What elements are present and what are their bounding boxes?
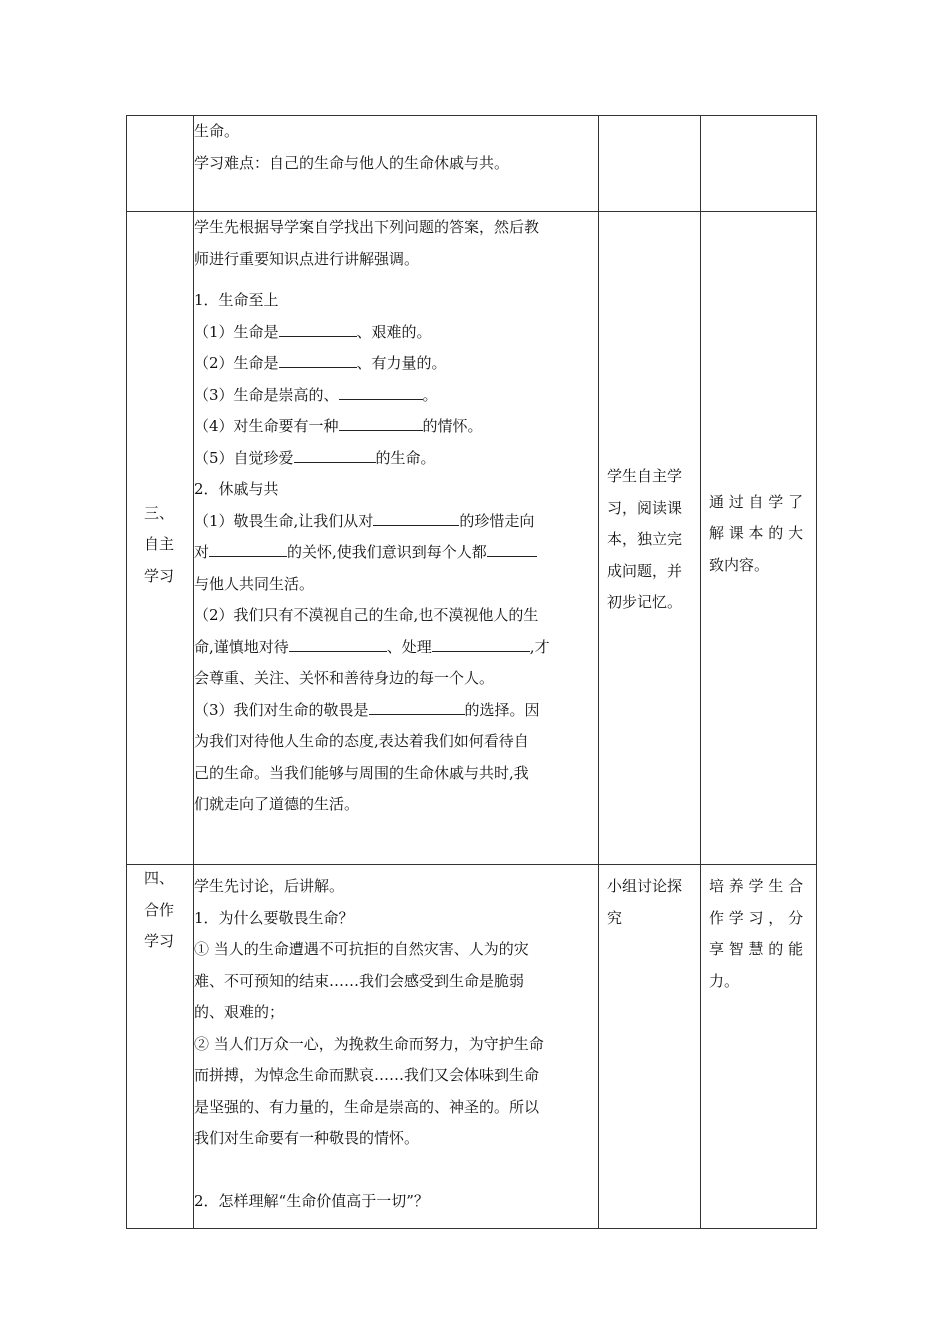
answer-blank[interactable] (294, 445, 376, 463)
stage-label: 合作 (144, 900, 175, 919)
paragraph-line: 难、不可预知的结束……我们会感受到生命是脆弱 (194, 971, 525, 990)
fill-item: 命,谨慎地对待 、处理 ,才 (194, 632, 598, 664)
section-title: 2．休戚与共 (194, 480, 279, 498)
paragraph-line: 为我们对待他人生命的态度,表达着我们如何看待自 (194, 732, 529, 750)
answer-blank[interactable] (339, 413, 423, 431)
answer-blank[interactable] (279, 350, 357, 368)
answer-blank[interactable] (373, 508, 459, 526)
stage-label: 自主 (144, 535, 175, 554)
student-activity-line: 学生自主学 (607, 467, 683, 486)
purpose-line: 享 智 慧 的 能 (709, 940, 804, 958)
student-activity-line: 究 (607, 908, 623, 927)
intro-line: 师进行重要知识点进行讲解强调。 (194, 249, 420, 268)
difficulty-line: 学习难点：自己的生命与他人的生命休戚与共。 (194, 153, 510, 172)
table-row-continuation (127, 116, 817, 212)
stage-cell (127, 212, 194, 865)
student-activity-line: 习，阅读课 (607, 498, 683, 517)
purpose-line: 致内容。 (709, 555, 770, 574)
answer-blank[interactable] (487, 539, 537, 557)
paragraph-line: 会尊重、关注、关怀和善待身边的每一个人。 (194, 669, 495, 687)
table-row-self-study (127, 212, 817, 865)
paragraph-line: 而拼搏，为悼念生命而默哀……我们又会体味到生命 (194, 1066, 540, 1084)
purpose-line: 解 课 本 的 大 (709, 524, 804, 543)
student-activity-line: 本，独立完 (607, 530, 683, 549)
answer-blank[interactable] (289, 634, 387, 652)
answer-blank[interactable] (432, 634, 530, 652)
purpose-line: 作 学 习 ， 分 (709, 908, 804, 927)
paragraph-line: 的、艰难的； (194, 1003, 285, 1021)
fill-item: （3）生命是崇高的、 。 (194, 380, 598, 412)
answer-blank[interactable] (279, 319, 357, 337)
stage-label: 四、 (144, 869, 175, 887)
answer-blank[interactable] (369, 697, 465, 715)
content-cell (194, 116, 599, 212)
answer-blank[interactable] (209, 539, 287, 557)
paragraph-line: ② 当人们万众一心，为挽救生命而努力，为守护生命 (194, 1034, 544, 1053)
purpose-cell (701, 865, 817, 1229)
content-cell (194, 212, 599, 865)
section-title: 1．生命至上 (194, 291, 279, 309)
paragraph-line: 们就走向了道德的生活。 (194, 795, 360, 813)
answer-blank[interactable] (339, 382, 423, 400)
paragraph-line: 是坚强的、有力量的，生命是崇高的、神圣的。所以 (194, 1097, 540, 1116)
paragraph-line: 我们对生命要有一种敬畏的情怀。 (194, 1129, 420, 1147)
stage-label: 三、 (144, 503, 175, 522)
purpose-line: 培 养 学 生 合 (709, 877, 804, 895)
question-line: 2．怎样理解“生命价值高于一切”？ (194, 1191, 429, 1210)
question-line: 1．为什么要敬畏生命？ (194, 908, 354, 927)
paragraph-line: 己的生命。当我们能够与周围的生命休戚与共时,我 (194, 763, 529, 782)
student-activity-line: 初步记忆。 (607, 593, 683, 612)
student-activity-line: 成问题，并 (607, 561, 683, 580)
table-row-cooperative-study (127, 865, 817, 1229)
lesson-plan-table (126, 115, 817, 1229)
fill-item: 对 的关怀,使我们意识到每个人都 (194, 537, 598, 569)
student-activity-cell-empty (599, 116, 701, 212)
stage-label: 学习 (144, 566, 175, 585)
stage-cell-empty (127, 116, 194, 212)
fill-item: （5）自觉珍爱 的生命。 (194, 443, 598, 475)
purpose-line: 力。 (709, 971, 740, 990)
paragraph-line: ① 当人的生命遭遇不可抗拒的自然灾害、人为的灾 (194, 940, 529, 958)
purpose-line: 通 过 自 学 了 (709, 492, 804, 511)
stage-label: 学习 (144, 932, 175, 950)
purpose-cell-empty (701, 116, 817, 212)
purpose-cell (701, 212, 817, 865)
student-activity-cell (599, 865, 701, 1229)
fill-item: （2）生命是 、有力量的。 (194, 348, 598, 380)
fill-item: （1）敬畏生命,让我们从对 的珍惜走向 (194, 506, 598, 538)
fill-item: （4）对生命要有一种 的情怀。 (194, 411, 598, 443)
paragraph-line: 与他人共同生活。 (194, 574, 315, 593)
content-cell (194, 865, 599, 1229)
paragraph-line: （2）我们只有不漠视自己的生命,也不漠视他人的生 (194, 606, 539, 624)
intro-line: 学生先根据导学案自学找出下列问题的答案，然后教 (194, 218, 540, 236)
paragraph-line: 学生先讨论，后讲解。 (194, 877, 345, 895)
content-line: 生命。 (194, 122, 240, 140)
student-activity-line: 小组讨论探 (607, 877, 683, 895)
student-activity-cell (599, 212, 701, 865)
fill-item: （1）生命是 、艰难的。 (194, 317, 598, 349)
stage-cell (127, 865, 194, 1229)
fill-item: （3）我们对生命的敬畏是 的选择。因 (194, 695, 598, 727)
